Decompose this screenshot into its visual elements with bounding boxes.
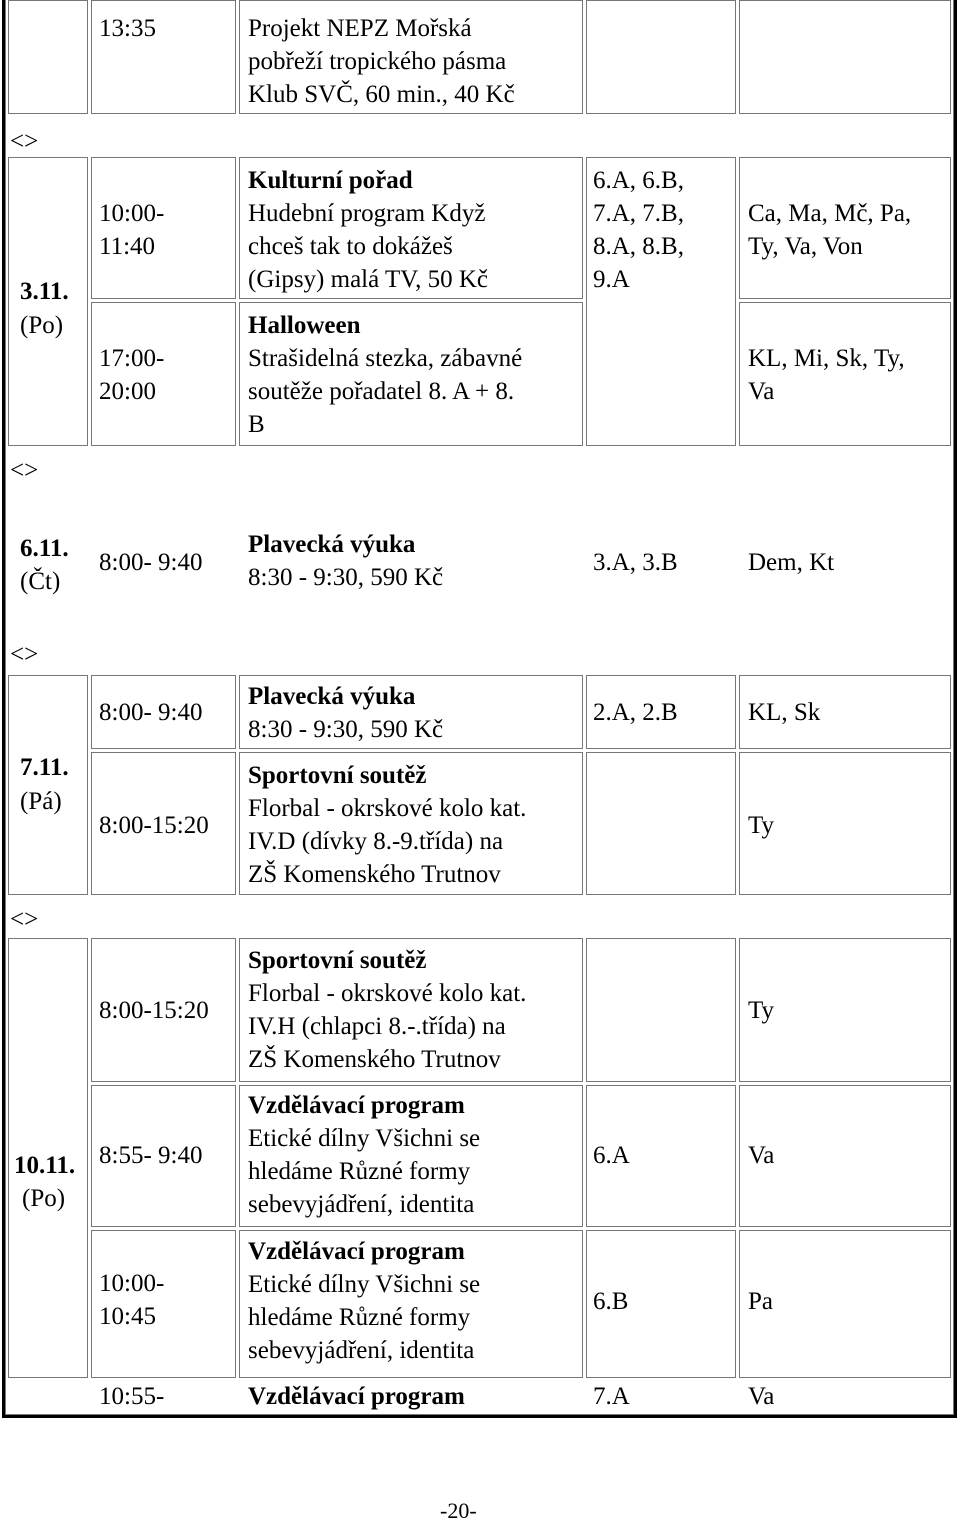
event-time: 13:35 xyxy=(99,15,156,42)
top-teacher-cell xyxy=(739,0,951,114)
event-teachers: Ty, Va, Von xyxy=(748,233,863,260)
day-of-week: (Po) xyxy=(20,312,64,339)
day-date: 3.11. xyxy=(20,278,69,305)
event-desc: ZŠ Komenského Trutnov xyxy=(248,1046,501,1073)
event-classes: 3.A, 3.B xyxy=(593,549,678,576)
row-separator: <> xyxy=(10,906,39,933)
event-time: 10:00- xyxy=(99,200,165,227)
event-teachers: Dem, Kt xyxy=(748,549,835,576)
event-desc: soutěže pořadatel 8. A + 8. xyxy=(248,378,515,405)
event-desc: Florbal - okrskové kolo kat. xyxy=(248,795,527,822)
event-time: 20:00 xyxy=(99,378,156,405)
event-teachers: Ty xyxy=(748,997,775,1024)
event-title: Kulturní pořad xyxy=(248,167,413,194)
event-classes: 7.A xyxy=(593,1383,630,1410)
row-separator: <> xyxy=(10,457,39,484)
event-title: Sportovní soutěž xyxy=(248,762,427,789)
event-desc: pobřeží tropického pásma xyxy=(248,48,507,75)
event-teachers: Va xyxy=(748,1142,775,1169)
event-classes: 6.B xyxy=(593,1288,629,1315)
event-time: 17:00- xyxy=(99,345,165,372)
event-classes: 6.A xyxy=(593,1142,630,1169)
event-time: 10:00- xyxy=(99,1270,165,1297)
event-classes: 7.A, 7.B, xyxy=(593,200,684,227)
event-teachers: Ca, Ma, Mč, Pa, xyxy=(748,200,912,227)
day-of-week: (Po) xyxy=(22,1185,66,1212)
event-desc: IV.D (dívky 8.-9.třída) na xyxy=(248,828,504,855)
event-teachers: KL, Sk xyxy=(748,699,821,726)
event-title: Halloween xyxy=(248,312,361,339)
event-title: Vzdělávací program xyxy=(248,1383,465,1410)
event-time: 8:00-15:20 xyxy=(99,997,209,1024)
event-classes: 2.A, 2.B xyxy=(593,699,678,726)
event-teachers: Va xyxy=(748,378,775,405)
event-desc: hledáme Různé formy xyxy=(248,1158,471,1185)
event-time: 8:00- 9:40 xyxy=(99,699,203,726)
event-classes: 6.A, 6.B, xyxy=(593,167,684,194)
event-teachers: Ty xyxy=(748,812,775,839)
event-teachers: KL, Mi, Sk, Ty, xyxy=(748,345,905,372)
day4-e1-class-cell xyxy=(586,938,736,1082)
event-time: 10:45 xyxy=(99,1303,156,1330)
day-of-week: (Pá) xyxy=(20,788,62,815)
event-classes: 9.A xyxy=(593,266,630,293)
event-desc: 8:30 - 9:30, 590 Kč xyxy=(248,564,444,591)
day-date: 7.11. xyxy=(20,754,69,781)
top-class-cell xyxy=(586,0,736,114)
event-desc: 8:30 - 9:30, 590 Kč xyxy=(248,716,444,743)
event-desc: Hudební program Když xyxy=(248,200,486,227)
page-number: -20- xyxy=(440,1498,477,1523)
event-time: 8:00-15:20 xyxy=(99,812,209,839)
row-separator: <> xyxy=(10,641,39,668)
event-time: 8:00- 9:40 xyxy=(99,549,203,576)
event-desc: hledáme Různé formy xyxy=(248,1304,471,1331)
event-title: Vzdělávací program xyxy=(248,1092,465,1119)
event-desc: (Gipsy) malá TV, 50 Kč xyxy=(248,266,489,293)
event-teachers: Pa xyxy=(748,1288,773,1315)
event-desc: IV.H (chlapci 8.-.třída) na xyxy=(248,1013,506,1040)
top-date-cell xyxy=(8,0,88,114)
event-time: 8:55- 9:40 xyxy=(99,1142,203,1169)
event-desc: B xyxy=(248,411,265,438)
event-desc: sebevyjádření, identita xyxy=(248,1191,475,1218)
event-desc: Etické dílny Všichni se xyxy=(248,1125,481,1152)
event-desc: Etické dílny Všichni se xyxy=(248,1271,481,1298)
event-desc: Strašidelná stezka, zábavné xyxy=(248,345,523,372)
event-desc: Projekt NEPZ Mořská xyxy=(248,15,472,42)
event-desc: Klub SVČ, 60 min., 40 Kč xyxy=(248,81,515,108)
event-time: 11:40 xyxy=(99,233,156,260)
event-desc: ZŠ Komenského Trutnov xyxy=(248,861,501,888)
event-time: 10:55- xyxy=(99,1383,165,1410)
event-desc: Florbal - okrskové kolo kat. xyxy=(248,980,527,1007)
event-desc: sebevyjádření, identita xyxy=(248,1337,475,1364)
day-of-week: (Čt) xyxy=(20,568,61,595)
event-teachers: Va xyxy=(748,1383,775,1410)
row-separator: <> xyxy=(10,128,39,155)
event-title: Vzdělávací program xyxy=(248,1238,465,1265)
day-date: 10.11. xyxy=(14,1152,76,1179)
event-title: Plavecká výuka xyxy=(248,683,416,710)
event-desc: chceš tak to dokážeš xyxy=(248,233,453,260)
event-title: Sportovní soutěž xyxy=(248,947,427,974)
day3-e2-class-cell xyxy=(586,752,736,895)
day-date: 6.11. xyxy=(20,535,69,562)
event-title: Plavecká výuka xyxy=(248,531,416,558)
event-classes: 8.A, 8.B, xyxy=(593,233,684,260)
